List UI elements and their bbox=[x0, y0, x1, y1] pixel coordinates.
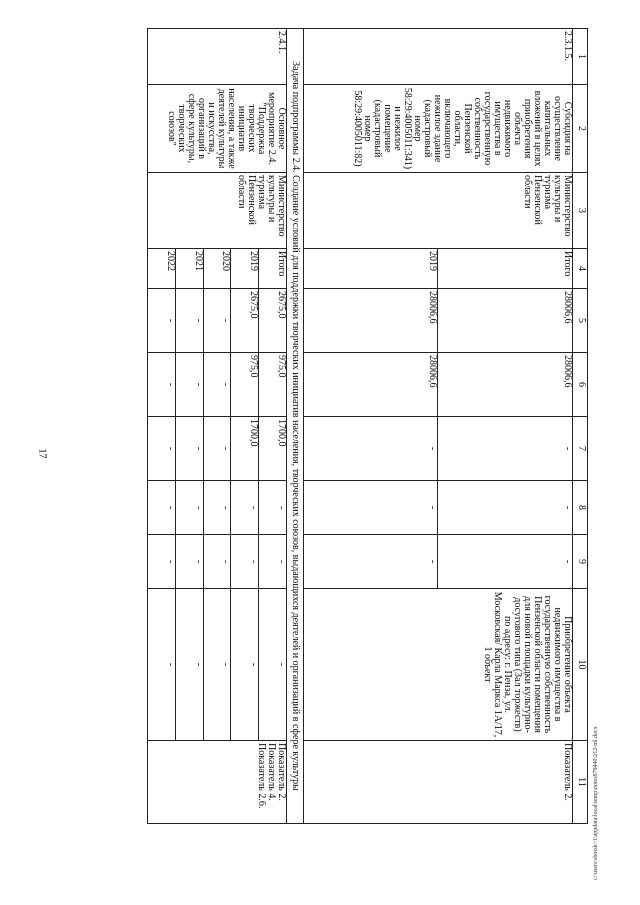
value-cell: - bbox=[175, 353, 203, 417]
result-cell: - bbox=[259, 589, 287, 741]
value-cell: - bbox=[175, 417, 203, 481]
col-num: 9 bbox=[573, 535, 588, 589]
value-cell: - bbox=[148, 535, 176, 589]
col-num: 4 bbox=[573, 249, 588, 289]
value-cell: 28006,6 bbox=[304, 289, 439, 353]
indicators bbox=[148, 741, 287, 824]
value-cell: - bbox=[203, 353, 231, 417]
year-cell: Итого bbox=[259, 249, 287, 289]
table-row bbox=[259, 29, 287, 824]
col-num: 8 bbox=[573, 481, 588, 535]
col-num: 6 bbox=[573, 353, 588, 417]
value-cell: - bbox=[438, 535, 573, 589]
value-cell: - bbox=[175, 289, 203, 353]
value-cell: - bbox=[304, 481, 439, 535]
value-cell: - bbox=[259, 535, 287, 589]
col-num: 5 bbox=[573, 289, 588, 353]
value-cell: - bbox=[438, 417, 573, 481]
value-cell: - bbox=[148, 417, 176, 481]
value-cell: - bbox=[203, 481, 231, 535]
indicator: Показатель 4. bbox=[266, 743, 277, 801]
row-number: 2.3.1.5. bbox=[304, 29, 573, 85]
year-cell: 2019 bbox=[231, 249, 259, 289]
value-cell: - bbox=[203, 417, 231, 481]
col-num: 1 bbox=[573, 29, 588, 85]
result-cell: - bbox=[203, 589, 231, 741]
value-cell: - bbox=[438, 481, 573, 535]
value-cell: - bbox=[203, 535, 231, 589]
value-cell: - bbox=[304, 417, 439, 481]
file-path-footer: c:\users\sborsk~1\appdata\local\temp\notes879440\212-ml.docx bbox=[593, 726, 599, 880]
result-cell: - bbox=[175, 589, 203, 741]
value-cell: - bbox=[203, 289, 231, 353]
col-num: 3 bbox=[573, 173, 588, 249]
year-cell: 2021 bbox=[175, 249, 203, 289]
year-cell: Итого bbox=[438, 249, 573, 289]
value-cell: - bbox=[175, 481, 203, 535]
value-cell: 28006,6 bbox=[438, 353, 573, 417]
measure-name: Основное мероприятие 2.4. "Поддержка творческих инициатив населения, а также деятелей культуры и искусства, организаций в сфере культуры, творческих союзов" bbox=[148, 85, 287, 173]
task-row bbox=[287, 29, 304, 824]
value-cell: 2675,0 bbox=[259, 289, 287, 353]
value-cell: - bbox=[231, 535, 259, 589]
rotated-page bbox=[68, 28, 588, 823]
measure-name: Субсидия на осуществление капитальных вложений в целях приобретения объекта недвижимого имущества в государственную собственность Пензенской области, включающего нежилое здание (кадастровый номер 58:29:4005011:341) и нежилое помещение (кадастровый номер 58:29:4005011:82) bbox=[304, 85, 573, 173]
value-cell: - bbox=[259, 481, 287, 535]
value-cell: - bbox=[148, 481, 176, 535]
value-cell: - bbox=[148, 289, 176, 353]
executor: Министерство культуры и туризма Пензенской области bbox=[304, 173, 573, 249]
value-cell: - bbox=[231, 481, 259, 535]
column-numbers-row bbox=[573, 29, 588, 824]
year-cell: 2019 bbox=[304, 249, 439, 289]
row-number: 2.4.1. bbox=[148, 29, 287, 85]
year-cell: 2022 bbox=[148, 249, 176, 289]
value-cell: 28006,6 bbox=[438, 289, 573, 353]
value-cell: 975,0 bbox=[259, 353, 287, 417]
value-cell: - bbox=[175, 535, 203, 589]
col-num: 10 bbox=[573, 589, 588, 741]
result-cell: - bbox=[231, 589, 259, 741]
value-cell: 28006,6 bbox=[304, 353, 439, 417]
indicator: Показатель 2. bbox=[276, 743, 287, 801]
task-title: Задача подпрограммы 2.4. Создание условий для поддержки творческих инициатив населения, творческих союзов, выдающихся деятелей и организаций в сфере культуры bbox=[287, 29, 304, 824]
value-cell: 975,0 bbox=[231, 353, 259, 417]
value-cell: 1700,0 bbox=[259, 417, 287, 481]
value-cell: 1700,0 bbox=[231, 417, 259, 481]
value-cell: - bbox=[304, 535, 439, 589]
page-number: 17 bbox=[36, 448, 48, 459]
indicator: Показатель 2.6. bbox=[256, 743, 267, 809]
value-cell: - bbox=[148, 353, 176, 417]
col-num: 2 bbox=[573, 85, 588, 173]
program-table bbox=[147, 28, 588, 824]
indicator: Показатель 2. bbox=[304, 741, 573, 824]
col-num: 7 bbox=[573, 417, 588, 481]
result-cell: - bbox=[148, 589, 176, 741]
value-cell: 2675,0 bbox=[231, 289, 259, 353]
executor: Министерство культуры и туризма Пензенской области bbox=[148, 173, 287, 249]
year-cell: 2020 bbox=[203, 249, 231, 289]
expected-result: Приобретение объекта недвижимого имущества в государственную собственность Пензенской области помещения для новой площадки культурно-досугового типа (Зал торжеств) по адресу: г. Пенза, ул. Московская/ Карла Маркса 1А/17, 1 объект bbox=[304, 589, 573, 741]
col-num: 11 bbox=[573, 741, 588, 824]
table-row bbox=[438, 29, 573, 824]
